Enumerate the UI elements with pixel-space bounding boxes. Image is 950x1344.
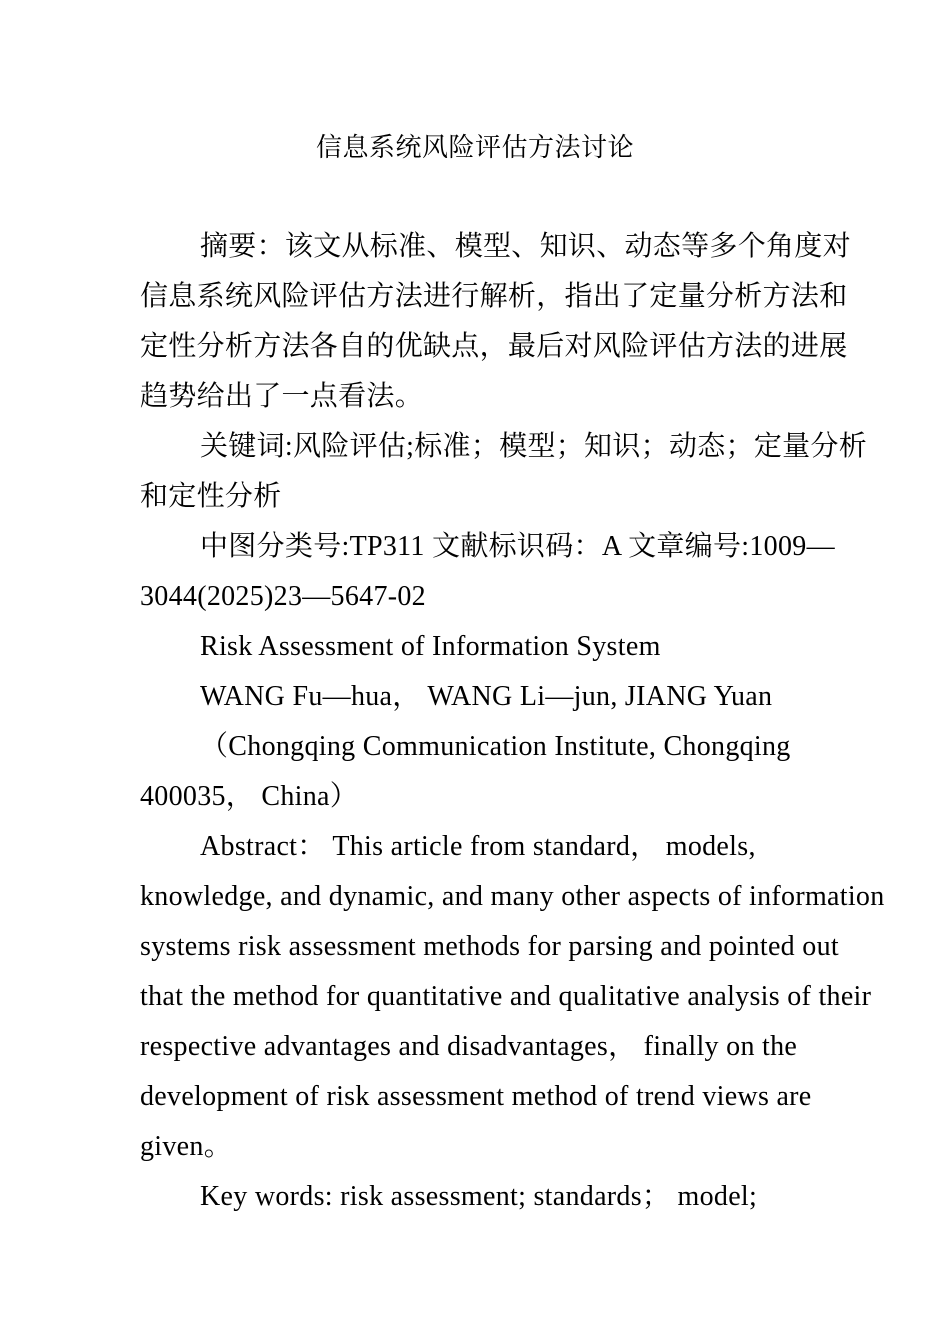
text-line: Key words: risk assessment; standards； model; (200, 1181, 758, 1212)
text-line: Abstract： This article from standard， models, (200, 831, 756, 862)
text-line: 关键词:风险评估;标准；模型；知识；动态；定量分析 (200, 431, 868, 462)
text-line: 定性分析方法各自的优缺点，最后对风险评估方法的进展 (140, 331, 848, 362)
text-line: development of risk assessment method of trend views are (140, 1081, 812, 1112)
document-body (140, 222, 885, 1222)
text-line: 和定性分析 (140, 481, 282, 512)
text-line: knowledge, and dynamic, and many other aspects of information (140, 881, 885, 912)
text-line: 3044(2025)23—5647-02 (140, 581, 426, 612)
text-line: 趋势给出了一点看法。 (140, 381, 424, 412)
text-line: 中图分类号:TP311 文献标识码：A 文章编号:1009— (200, 531, 835, 562)
text-line: 400035， China） (140, 781, 359, 812)
text-line: （Chongqing Communication Institute, Chongqing (200, 731, 791, 762)
text-line: Risk Assessment of Information System (200, 631, 661, 662)
text-line: respective advantages and disadvantages， finally on the (140, 1031, 798, 1062)
text-line: 摘要：该文从标准、模型、知识、动态等多个角度对 (200, 231, 851, 262)
text-line: given。 (140, 1131, 233, 1162)
text-line: that the method for quantitative and qualitative analysis of their (140, 981, 872, 1012)
text-line: 信息系统风险评估方法进行解析，指出了定量分析方法和 (140, 281, 848, 312)
document-title: 信息系统风险评估方法讨论 (315, 133, 634, 162)
text-line: WANG Fu—hua， WANG Li—jun, JIANG Yuan (200, 681, 773, 712)
text-line: systems risk assessment methods for parsing and pointed out (140, 931, 839, 962)
